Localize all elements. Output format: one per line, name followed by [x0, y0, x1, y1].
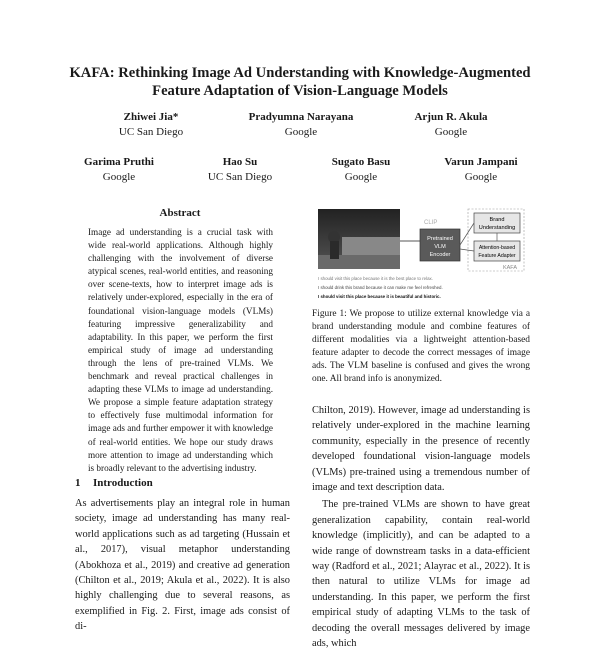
- paragraph-1: Chilton, 2019). However, image ad understanding is relatively under-explored in the machine learning community, especially in the presence of recently developed foundational vision-language models (VLMs) pre-trained using a tremendous number of image and text description data.: [312, 405, 530, 494]
- brand-label-1: Brand: [489, 217, 505, 223]
- author-affiliation: UC San Diego: [118, 126, 184, 138]
- figure-1-diagram: [312, 207, 527, 304]
- author-6: [296, 155, 426, 185]
- author-affiliation: Google: [464, 171, 498, 183]
- author-affiliation: Google: [344, 171, 378, 183]
- paper-title: [40, 64, 560, 100]
- encoder-label-3: Encoder: [429, 252, 451, 258]
- brand-label-2: Understanding: [478, 225, 516, 231]
- figure-1-caption: Figure 1: We propose to utilize external knowledge via a brand understanding module and combine features of different modalities via a lightweight attention-based feature adapter to decode the correct messages of image ads. The VLM baseline is confused and gives the wrong one. All brand info is anonymized.: [312, 309, 530, 384]
- author-name: Garima Pruthi: [84, 156, 154, 168]
- clip-label: CLIP: [424, 220, 438, 226]
- author-affiliation: Google: [102, 171, 136, 183]
- author-3: [386, 110, 516, 140]
- option-2: I should drink this brand because it can make me feel refreshed.: [318, 285, 443, 290]
- author-2: [236, 110, 366, 140]
- author-affiliation: UC San Diego: [207, 171, 273, 183]
- author-name: Sugato Basu: [331, 156, 391, 168]
- title-line-1: KAFA: Rethinking Image Ad Understanding with Knowledge-Augmented: [69, 65, 531, 81]
- section-heading-introduction: [75, 477, 153, 489]
- right-column-text: [312, 403, 530, 652]
- author-affiliation: Google: [284, 126, 318, 138]
- author-1: [86, 110, 216, 140]
- author-name: Varun Jampani: [444, 156, 518, 168]
- author-4: [54, 155, 184, 185]
- author-name: Zhiwei Jia*: [123, 111, 179, 123]
- adapter-label-2: Feature Adapter: [478, 253, 516, 259]
- author-name: Hao Su: [222, 156, 258, 168]
- author-name: Pradyumna Narayana: [248, 111, 354, 123]
- ad-image-figure-body: [330, 241, 339, 259]
- figure-1: [312, 207, 527, 304]
- title-line-2: Feature Adaptation of Vision-Language Models: [152, 83, 448, 99]
- option-3: I should visit this place because it is beautiful and historic.: [318, 294, 441, 299]
- author-name: Arjun R. Akula: [414, 111, 488, 123]
- option-1: I should visit this place because it is the best place to relax.: [318, 276, 433, 281]
- arrow-encoder-to-brand: [460, 223, 474, 245]
- adapter-label-1: Attention-based: [478, 245, 516, 251]
- abstract-text: Image ad understanding is a crucial task with wide real-world applications. Although highly challenging with the involvement of diverse atypical scenes, real-world entities, and reasoning over scene-texts, how to interpret image ads is relatively under-explored, especially in the era of foundational vision-language models (VLMs) featuring impressive generalizability and adaptability. In this paper, we perform the first empirical study of image ad understanding through the lens of pre-trained VLMs. We benchmark and reveal practical challenges in adapting these VLMs to image ad understanding. We propose a simple feature adaptation strategy to effectively fuse multimodal information for image ads and further empower it with knowledge of real-world entities. We hope our study draws more attention to image ad understanding which is broadly relevant to the advertising industry.: [88, 227, 273, 473]
- abstract-heading: Abstract: [159, 207, 201, 219]
- paragraph-2: The pre-trained VLMs are shown to have great generalization capability, contain real-world knowledge (implicitly), and can be adapted to a wide range of downstream tasks in a data-efficient way (Radford et al., 2021; Alayrac et al., 2022). It is then natural to utilize VLMs for image ad understanding. In this paper, we perform the first empirical study of adapting VLMs to the task of decoding the overall messages delivered by image ads, which: [312, 499, 530, 650]
- introduction-text: As advertisements play an integral role in human society, image ad understanding has many real-world applications such as ad targeting (Hussain et al., 2017), visual metaphor understanding (Abokhoza et al., 2019) and creative ad generation (Chilton et al., 2019; Akula et al., 2022). It is also highly challenging due to several reasons, as exemplified in Fig. 2. First, image ads consist of di-: [75, 498, 290, 633]
- author-7: [416, 155, 546, 185]
- arrow-encoder-to-adapter: [460, 249, 474, 251]
- author-5: [175, 155, 305, 185]
- author-affiliation: Google: [434, 126, 468, 138]
- encoder-label-2: VLM: [434, 244, 446, 250]
- encoder-label-1: Pretrained: [427, 236, 453, 242]
- kafa-label: KAFA: [502, 265, 518, 271]
- section-title: Introduction: [93, 477, 153, 489]
- section-number: 1: [75, 477, 81, 489]
